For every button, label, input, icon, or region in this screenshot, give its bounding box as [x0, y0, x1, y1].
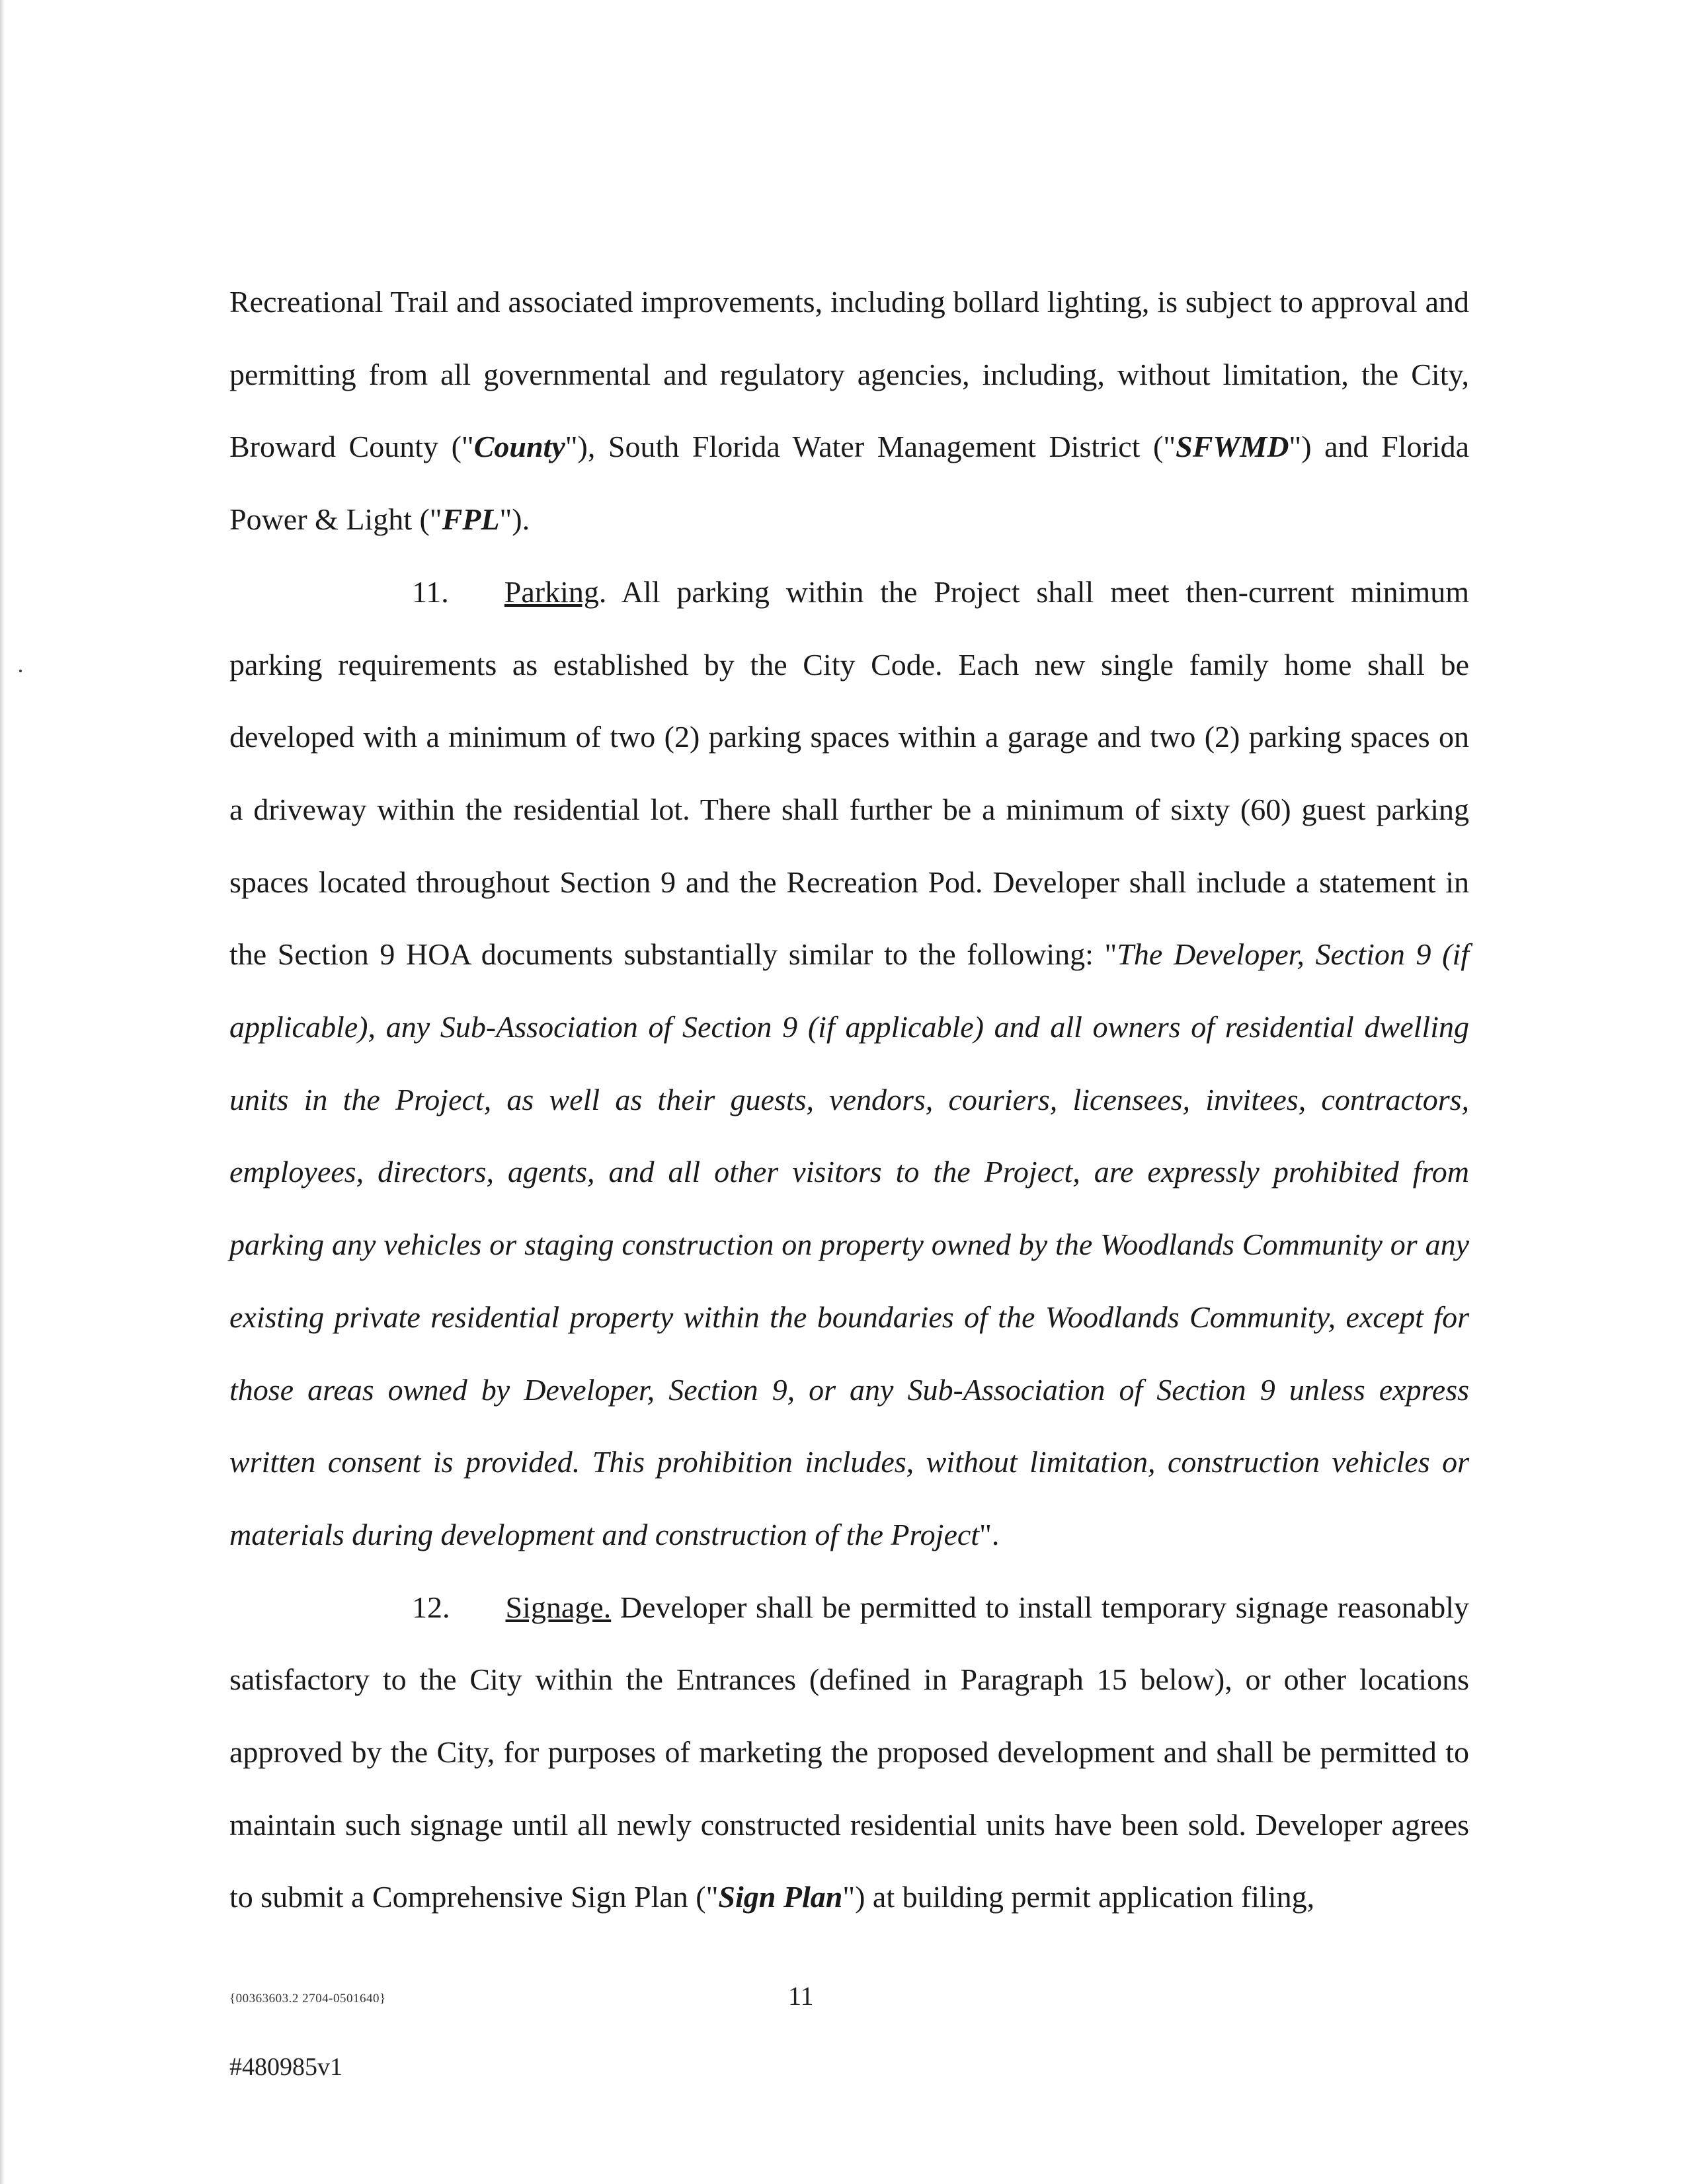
section-12-number: 12.	[412, 1590, 450, 1624]
section-12-heading: Signage.	[505, 1590, 612, 1624]
term-sfwmd: SFWMD	[1176, 430, 1289, 464]
term-fpl: FPL	[442, 502, 500, 537]
section-12-text-end: ") at building permit application filing,	[842, 1880, 1315, 1914]
document-id: #480985v1	[229, 2053, 342, 2081]
paragraph-11-parking	[229, 556, 1469, 1571]
continuation-text-2: "), South Florida Water Management District ("	[565, 430, 1176, 464]
section-12-text: Developer shall be permitted to install temporary signage reasonably satisfactory to the City within the Entrances (defined in Paragraph 15 below), or other locations approved by the City, for purposes of marketing the proposed development and shall be permitted to maintain such signage until all newly constructed residential units have been sold. Developer agrees to submit a Comprehensive Sign Plan ("	[229, 1590, 1469, 1914]
term-county: County	[473, 430, 565, 464]
section-11-text-end: ".	[979, 1517, 1000, 1551]
section-11-number: 11.	[412, 574, 449, 609]
paragraph-12-signage	[229, 1571, 1469, 1934]
section-11-heading: Parking	[504, 574, 599, 609]
continuation-text-4: ").	[499, 502, 530, 537]
continuation-text-3: ") and Florida Power & Light ("	[229, 430, 1469, 537]
scan-speck	[19, 670, 22, 672]
section-11-quote: The Developer, Section 9 (if applicable), any Sub-Association of Section 9 (if applicable) and all owners of residential dwelling units in the Project, as well as their guests, vendors, couriers, licensees, invitees, contractors, employees, directors, agents, and all other visitors to the Project, are expressly prohibited from parking any vehicles or staging construction on property owned by the Woodlands Community or any existing private residential property within the boundaries of the Woodlands Community, except for those areas owned by Developer, Section 9, or any Sub-Association of Section 9 unless express written consent is provided. This prohibition includes, without limitation, construction vehicles or materials during development and construction of the Project	[229, 937, 1469, 1551]
continuation-text: Recreational Trail and associated improvements, including bollard lighting, is subject to approval and permitting from all governmental and regulatory agencies, including, without limitation, the City, Broward County ("	[229, 285, 1469, 464]
paragraph-continuation	[229, 266, 1469, 556]
footer-document-code: {00363603.2 2704-0501640}	[229, 1992, 386, 2006]
scan-edge	[0, 0, 5, 2184]
term-sign-plan: Sign Plan	[718, 1880, 843, 1914]
section-11-text: . All parking within the Project shall meet then-current minimum parking requirements as established by the City Code. Each new single family home shall be developed with a minimum of two (2) parking spaces within a garage and two (2) parking spaces on a driveway within the residential lot. There shall further be a minimum of sixty (60) guest parking spaces located throughout Section 9 and the Recreation Pod. Developer shall include a statement in the Section 9 HOA documents substantially similar to the following: "	[229, 574, 1469, 972]
page-number: 11	[788, 1981, 814, 2011]
document-body	[229, 266, 1469, 1933]
